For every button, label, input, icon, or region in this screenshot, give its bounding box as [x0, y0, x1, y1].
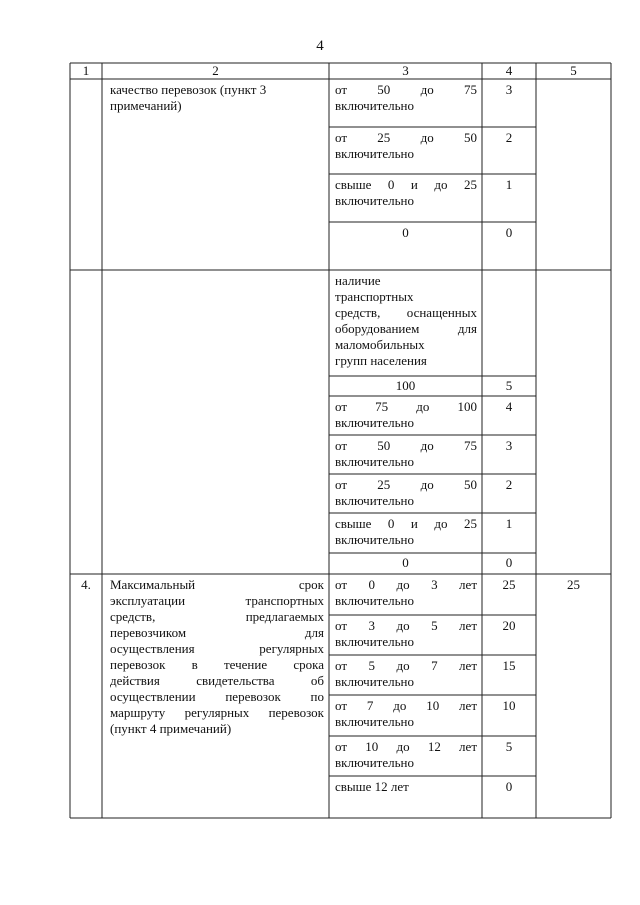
range-text: от 3 до 5 лет: [335, 618, 477, 633]
range-text: включительно: [335, 98, 414, 113]
criterion-line: транспортных: [335, 289, 414, 304]
criterion-line: (пункт 4 примечаний): [110, 721, 232, 736]
range-cell: [335, 739, 477, 771]
score-cell: 5: [505, 378, 513, 393]
range-text: от 5 до 7 лет: [335, 658, 477, 673]
criterion-accessibility: [335, 273, 477, 369]
range-text: включительно: [335, 454, 414, 469]
range-text: от 10 до 12 лет: [335, 739, 477, 754]
criterion-line: осуществления регулярных: [110, 641, 324, 656]
score-cell: 15: [502, 658, 516, 673]
range-cell: [335, 698, 477, 730]
criterion-quality: качество перевозок (пункт 3 примечаний): [110, 82, 267, 113]
score-cell: 2: [505, 477, 513, 492]
score-cell: 5: [505, 739, 513, 754]
score-cell: 10: [502, 698, 516, 713]
header-col-4: 4: [505, 63, 513, 78]
range-text: включительно: [335, 674, 414, 689]
score-cell: 0: [505, 779, 513, 794]
range-cell: [335, 438, 477, 470]
range-text: включительно: [335, 634, 414, 649]
range-cell: [335, 130, 477, 162]
score-cell: 2: [505, 130, 513, 145]
range-cell: [335, 516, 477, 548]
range-cell: [335, 399, 477, 431]
criterion-line: эксплуатации транспортных: [110, 593, 324, 608]
range-text: от 50 до 75: [335, 82, 477, 97]
range-text: от 7 до 10 лет: [335, 698, 477, 713]
criterion-line: наличие: [335, 273, 381, 288]
range-cell: [335, 577, 477, 609]
header-col-1: 1: [82, 63, 90, 78]
range-text: включительно: [335, 755, 414, 770]
criterion-line: групп населения: [335, 353, 427, 368]
criterion-line: действия свидетельства об: [110, 673, 324, 688]
range-cell: [335, 82, 477, 114]
range-text: от 25 до 50: [335, 477, 477, 492]
criterion-line: перевозок в течение срока: [110, 657, 324, 672]
row-number: 4.: [81, 577, 91, 592]
range-text: включительно: [335, 146, 414, 161]
criterion-line: маломобильных: [335, 337, 425, 352]
score-cell: 0: [505, 555, 513, 570]
score-cell: 1: [505, 177, 513, 192]
score-cell: 20: [502, 618, 516, 633]
score-cell: 25: [502, 577, 516, 592]
criterion-line: осуществлении перевозок по: [110, 689, 324, 704]
score-cell: 3: [505, 82, 513, 97]
score-cell: 3: [505, 438, 513, 453]
header-col-5: 5: [570, 63, 577, 78]
criterion-line: средств, оснащенных: [335, 305, 477, 320]
criterion-line: перевозчиком для: [110, 625, 324, 640]
criterion-line: Максимальный срок: [110, 577, 324, 592]
range-text: от 25 до 50: [335, 130, 477, 145]
header-col-3: 3: [402, 63, 409, 78]
range-text: включительно: [335, 415, 414, 430]
criterion-line: оборудованием для: [335, 321, 477, 336]
header-col-2: 2: [212, 63, 219, 78]
max-score: 25: [567, 577, 580, 592]
range-cell: [335, 658, 477, 690]
criterion-line: маршруту регулярных перевозок: [110, 705, 324, 720]
range-text: от 0 до 3 лет: [335, 577, 477, 592]
criterion-line: средств, предлагаемых: [110, 609, 324, 624]
range-text: включительно: [335, 193, 414, 208]
score-cell: 4: [505, 399, 513, 414]
range-text: 100: [395, 378, 416, 393]
range-cell: [335, 618, 477, 650]
range-text: включительно: [335, 493, 414, 508]
range-text: свыше 0 и до 25: [335, 177, 477, 192]
score-cell: 1: [505, 516, 513, 531]
page-number: 4: [316, 38, 324, 54]
range-text: от 50 до 75: [335, 438, 477, 453]
range-text: включительно: [335, 532, 414, 547]
range-cell: [335, 177, 477, 209]
range-text: 0: [402, 555, 409, 570]
range-text: включительно: [335, 714, 414, 729]
range-cell: [335, 477, 477, 509]
range-text: от 75 до 100: [335, 399, 477, 414]
range-text: свыше 12 лет: [335, 779, 409, 794]
range-text: включительно: [335, 593, 414, 608]
range-text: свыше 0 и до 25: [335, 516, 477, 531]
range-text: 0: [402, 225, 409, 240]
score-cell: 0: [505, 225, 513, 240]
criterion-vehicle-age: [110, 577, 324, 737]
